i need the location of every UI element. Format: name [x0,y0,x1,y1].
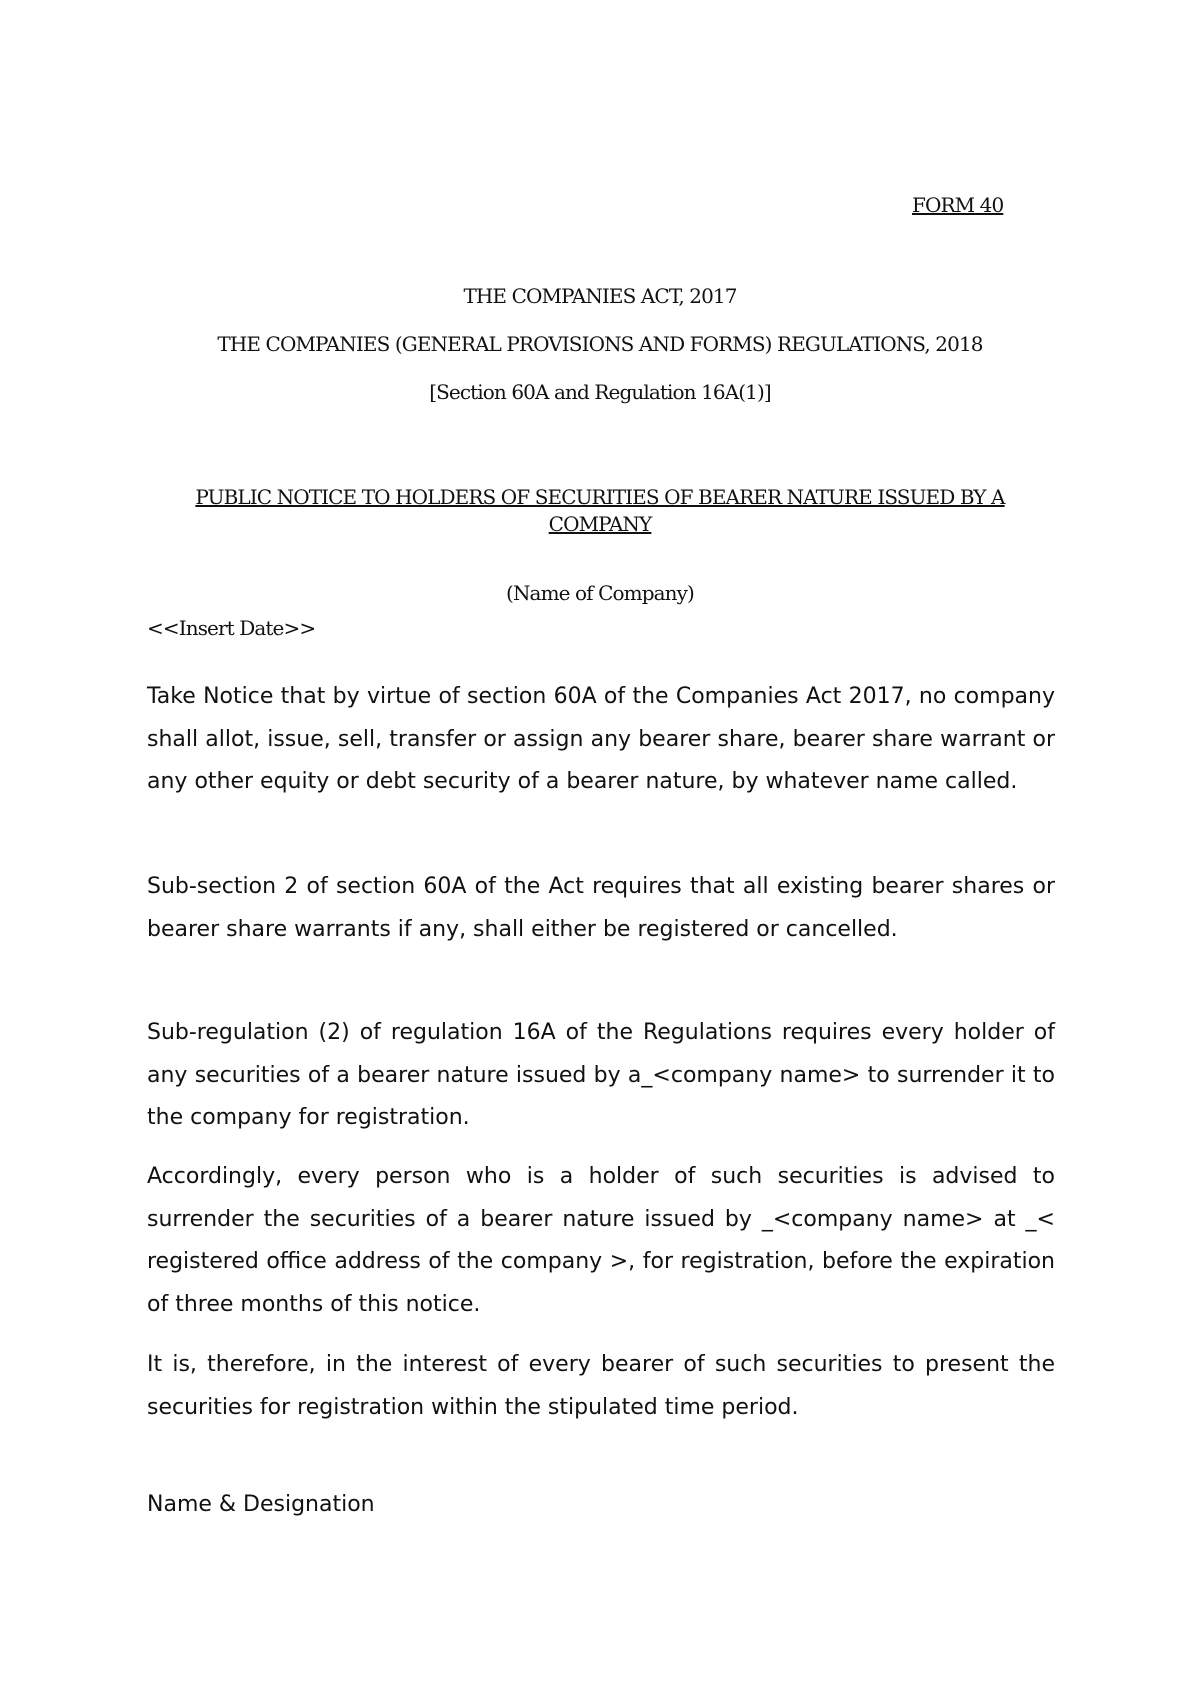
paragraph-interest: It is, therefore, in the interest of every bearer of such securities to present the securities for registration within the stipulated time period. [147,1352,1055,1420]
section-reference: [Section 60A and Regulation 16A(1)] [429,380,771,404]
company-name-placeholder: (Name of Company) [506,581,694,605]
paragraph-sub-regulation: Sub-regulation (2) of regulation 16A of the Regulations requires every holder of any securities of a bearer nature issued by a_<company name> to surrender it to the company for registration. [147,1020,1055,1130]
notice-title: PUBLIC NOTICE TO HOLDERS OF SECURITIES OF BEARER NATURE ISSUED BY A COMPANY [195,485,1005,536]
paragraph-take-notice: Take Notice that by virtue of section 60A of the Companies Act 2017, no company shall allot, issue, sell, transfer or assign any bearer share, bearer share warrant or any other equity or debt security of a bearer nature, by whatever name called. [147,684,1055,794]
signature-label: Name & Designation [147,1492,375,1517]
act-title: THE COMPANIES ACT, 2017 [463,284,737,308]
form-number: FORM 40 [912,193,1004,217]
paragraph-sub-section: Sub-section 2 of section 60A of the Act requires that all existing bearer shares or bearer share warrants if any, shall either be registered or cancelled. [147,874,1055,942]
date-placeholder: <<Insert Date>> [147,616,316,640]
regulations-title: THE COMPANIES (GENERAL PROVISIONS AND FORMS) REGULATIONS, 2018 [217,332,983,356]
paragraph-accordingly: Accordingly, every person who is a holder of such securities is advised to surrender the securities of a bearer nature issued by _<company name> at _< registered office address of the company >, for registration, before the expiration of three months of this notice. [147,1164,1055,1317]
